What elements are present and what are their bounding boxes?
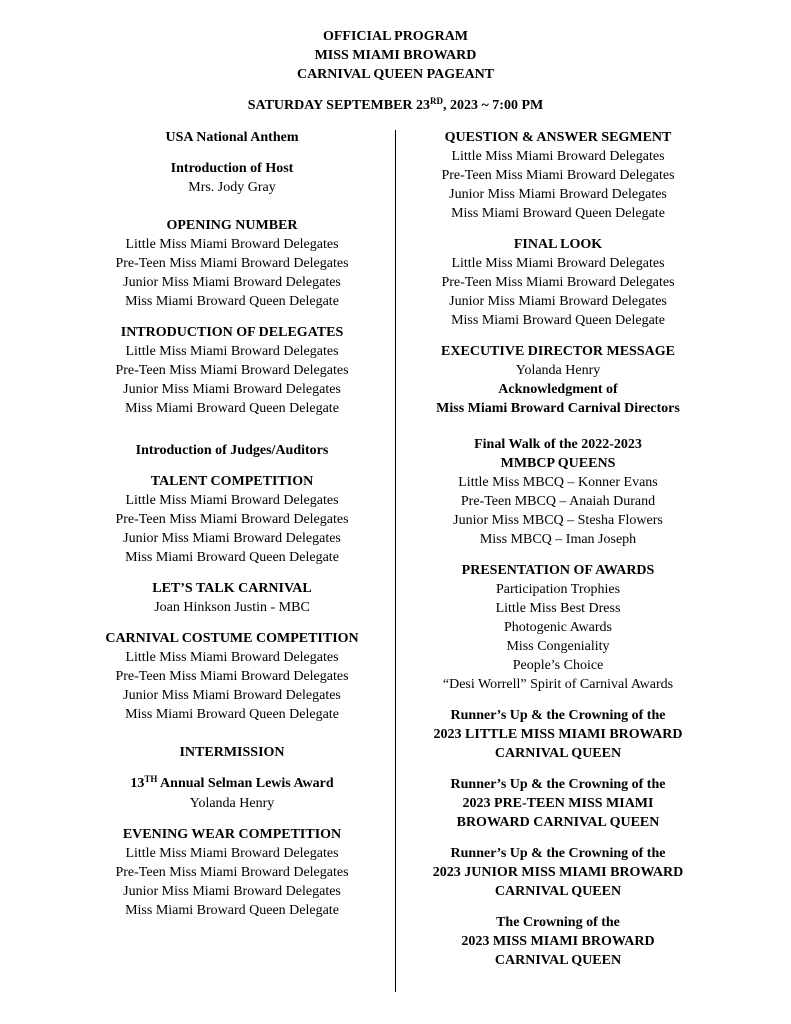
section-intermission <box>100 743 364 762</box>
section-crown-little <box>426 706 690 763</box>
host-title: Introduction of Host <box>170 161 294 176</box>
exec-title: EXECUTIVE DIRECTOR MESSAGE <box>441 344 675 359</box>
delegate-line: Miss Miami Broward Queen Delegate <box>125 401 339 416</box>
delegate-line: Junior Miss Miami Broward Delegates <box>123 382 341 397</box>
qa-title: QUESTION & ANSWER SEGMENT <box>444 130 672 145</box>
delegate-line: Miss Miami Broward Queen Delegate <box>125 707 339 722</box>
delegate-line: Little Miss Miami Broward Delegates <box>125 650 339 665</box>
crown-preteen-line-1: Runner’s Up & the Crowning of the <box>450 777 666 792</box>
award-line: Participation Trophies <box>495 582 621 597</box>
header-line-2: MISS MIAMI BROWARD <box>314 48 477 63</box>
delegate-line: Little Miss Miami Broward Delegates <box>125 493 339 508</box>
intermission-title: INTERMISSION <box>179 745 285 760</box>
ack-line-2: Miss Miami Broward Carnival Directors <box>436 401 680 416</box>
delegate-line: Pre-Teen Miss Miami Broward Delegates <box>441 168 675 183</box>
program-header <box>0 27 791 116</box>
delegate-line: Junior Miss Miami Broward Delegates <box>123 531 341 546</box>
award-name-text: Annual Selman Lewis Award <box>157 776 334 791</box>
delegate-line: Little Miss Miami Broward Delegates <box>125 237 339 252</box>
crown-miss-line-2: 2023 MISS MIAMI BROWARD <box>461 934 655 949</box>
delegate-line: Miss Miami Broward Queen Delegate <box>125 903 339 918</box>
queen-line: Miss MBCQ – Iman Joseph <box>479 532 637 547</box>
award-recipient: Yolanda Henry <box>189 796 275 811</box>
delegate-line: Pre-Teen Miss Miami Broward Delegates <box>115 669 349 684</box>
event-date <box>0 96 791 116</box>
carnival-talk-title: LET’S TALK CARNIVAL <box>152 581 312 596</box>
awards-title: PRESENTATION OF AWARDS <box>461 563 655 578</box>
section-crown-preteen <box>426 775 690 832</box>
section-talent <box>100 472 364 567</box>
section-anthem <box>100 128 364 147</box>
right-column <box>426 128 690 982</box>
crown-preteen-line-2: 2023 PRE-TEEN MISS MIAMI <box>462 796 654 811</box>
final-look-title: FINAL LOOK <box>513 237 603 252</box>
section-final-walk <box>426 435 690 549</box>
delegate-line: Junior Miss Miami Broward Delegates <box>123 688 341 703</box>
crown-junior-line-1: Runner’s Up & the Crowning of the <box>450 846 666 861</box>
left-column <box>100 128 364 932</box>
date-prefix: SATURDAY SEPTEMBER 23 <box>247 98 431 113</box>
section-opening <box>100 216 364 311</box>
delegate-line: Pre-Teen Miss Miami Broward Delegates <box>115 865 349 880</box>
anthem-title: USA National Anthem <box>165 130 299 145</box>
final-walk-line-1: Final Walk of the 2022-2023 <box>474 437 642 452</box>
section-executive-director <box>426 342 690 418</box>
talent-title: TALENT COMPETITION <box>150 474 314 489</box>
crown-miss-line-3: CARNIVAL QUEEN <box>494 953 622 968</box>
opening-title: OPENING NUMBER <box>166 218 298 233</box>
section-costume <box>100 629 364 724</box>
judges-title: Introduction of Judges/Auditors <box>135 443 329 458</box>
delegate-line: Pre-Teen Miss Miami Broward Delegates <box>115 363 349 378</box>
delegate-line: Pre-Teen Miss Miami Broward Delegates <box>115 512 349 527</box>
delegate-line: Little Miss Miami Broward Delegates <box>125 846 339 861</box>
section-final-look <box>426 235 690 330</box>
delegate-line: Pre-Teen Miss Miami Broward Delegates <box>441 275 675 290</box>
column-divider <box>395 130 396 992</box>
delegate-line: Little Miss Miami Broward Delegates <box>125 344 339 359</box>
section-crown-miss <box>426 913 690 970</box>
delegate-line: Junior Miss Miami Broward Delegates <box>123 275 341 290</box>
section-judges <box>100 441 364 460</box>
delegate-line: Miss Miami Broward Queen Delegate <box>125 550 339 565</box>
award-line: “Desi Worrell” Spirit of Carnival Awards <box>442 677 674 692</box>
carnival-talk-name: Joan Hinkson Justin - MBC <box>154 600 310 615</box>
award-line: People’s Choice <box>512 658 604 673</box>
delegate-line: Junior Miss Miami Broward Delegates <box>123 884 341 899</box>
exec-name: Yolanda Henry <box>515 363 601 378</box>
delegate-line: Miss Miami Broward Queen Delegate <box>451 206 665 221</box>
date-suffix: , 2023 ~ 7:00 PM <box>443 98 544 113</box>
date-suffix-sup: RD <box>430 96 444 106</box>
section-carnival-talk <box>100 579 364 617</box>
delegate-line: Pre-Teen Miss Miami Broward Delegates <box>115 256 349 271</box>
award-number-sup: TH <box>144 774 158 784</box>
crown-little-line-2: 2023 LITTLE MISS MIAMI BROWARD <box>433 727 683 742</box>
crown-little-line-3: CARNIVAL QUEEN <box>494 746 622 761</box>
award-title <box>100 774 364 794</box>
queen-line: Pre-Teen MBCQ – Anaiah Durand <box>460 494 656 509</box>
header-line-3: CARNIVAL QUEEN PAGEANT <box>296 67 495 82</box>
intro-delegates-title: INTRODUCTION OF DELEGATES <box>120 325 344 340</box>
ack-line-1: Acknowledgment of <box>498 382 618 397</box>
queen-line: Little Miss MBCQ – Konner Evans <box>458 475 658 490</box>
costume-title: CARNIVAL COSTUME COMPETITION <box>105 631 359 646</box>
queen-line: Junior Miss MBCQ – Stesha Flowers <box>453 513 663 528</box>
header-line-1: OFFICIAL PROGRAM <box>322 29 469 44</box>
crown-miss-line-1: The Crowning of the <box>496 915 620 930</box>
section-qa <box>426 128 690 223</box>
crown-preteen-line-3: BROWARD CARNIVAL QUEEN <box>456 815 660 830</box>
award-line: Little Miss Best Dress <box>495 601 621 616</box>
delegate-line: Junior Miss Miami Broward Delegates <box>449 294 667 309</box>
final-walk-line-2: MMBCP QUEENS <box>500 456 616 471</box>
delegate-line: Little Miss Miami Broward Delegates <box>451 149 665 164</box>
crown-little-line-1: Runner’s Up & the Crowning of the <box>450 708 666 723</box>
section-intro-delegates <box>100 323 364 418</box>
section-selman-award <box>100 774 364 813</box>
crown-junior-line-2: 2023 JUNIOR MISS MIAMI BROWARD <box>432 865 684 880</box>
delegate-line: Miss Miami Broward Queen Delegate <box>125 294 339 309</box>
section-host <box>100 159 364 197</box>
delegate-line: Junior Miss Miami Broward Delegates <box>449 187 667 202</box>
award-number: 13 <box>130 776 145 791</box>
award-line: Miss Congeniality <box>506 639 610 654</box>
delegate-line: Little Miss Miami Broward Delegates <box>451 256 665 271</box>
delegate-line: Miss Miami Broward Queen Delegate <box>451 313 665 328</box>
crown-junior-line-3: CARNIVAL QUEEN <box>494 884 622 899</box>
award-line: Photogenic Awards <box>504 620 612 635</box>
section-crown-junior <box>426 844 690 901</box>
evening-title: EVENING WEAR COMPETITION <box>122 827 342 842</box>
section-awards <box>426 561 690 694</box>
host-name: Mrs. Jody Gray <box>188 180 276 195</box>
section-evening-wear <box>100 825 364 920</box>
